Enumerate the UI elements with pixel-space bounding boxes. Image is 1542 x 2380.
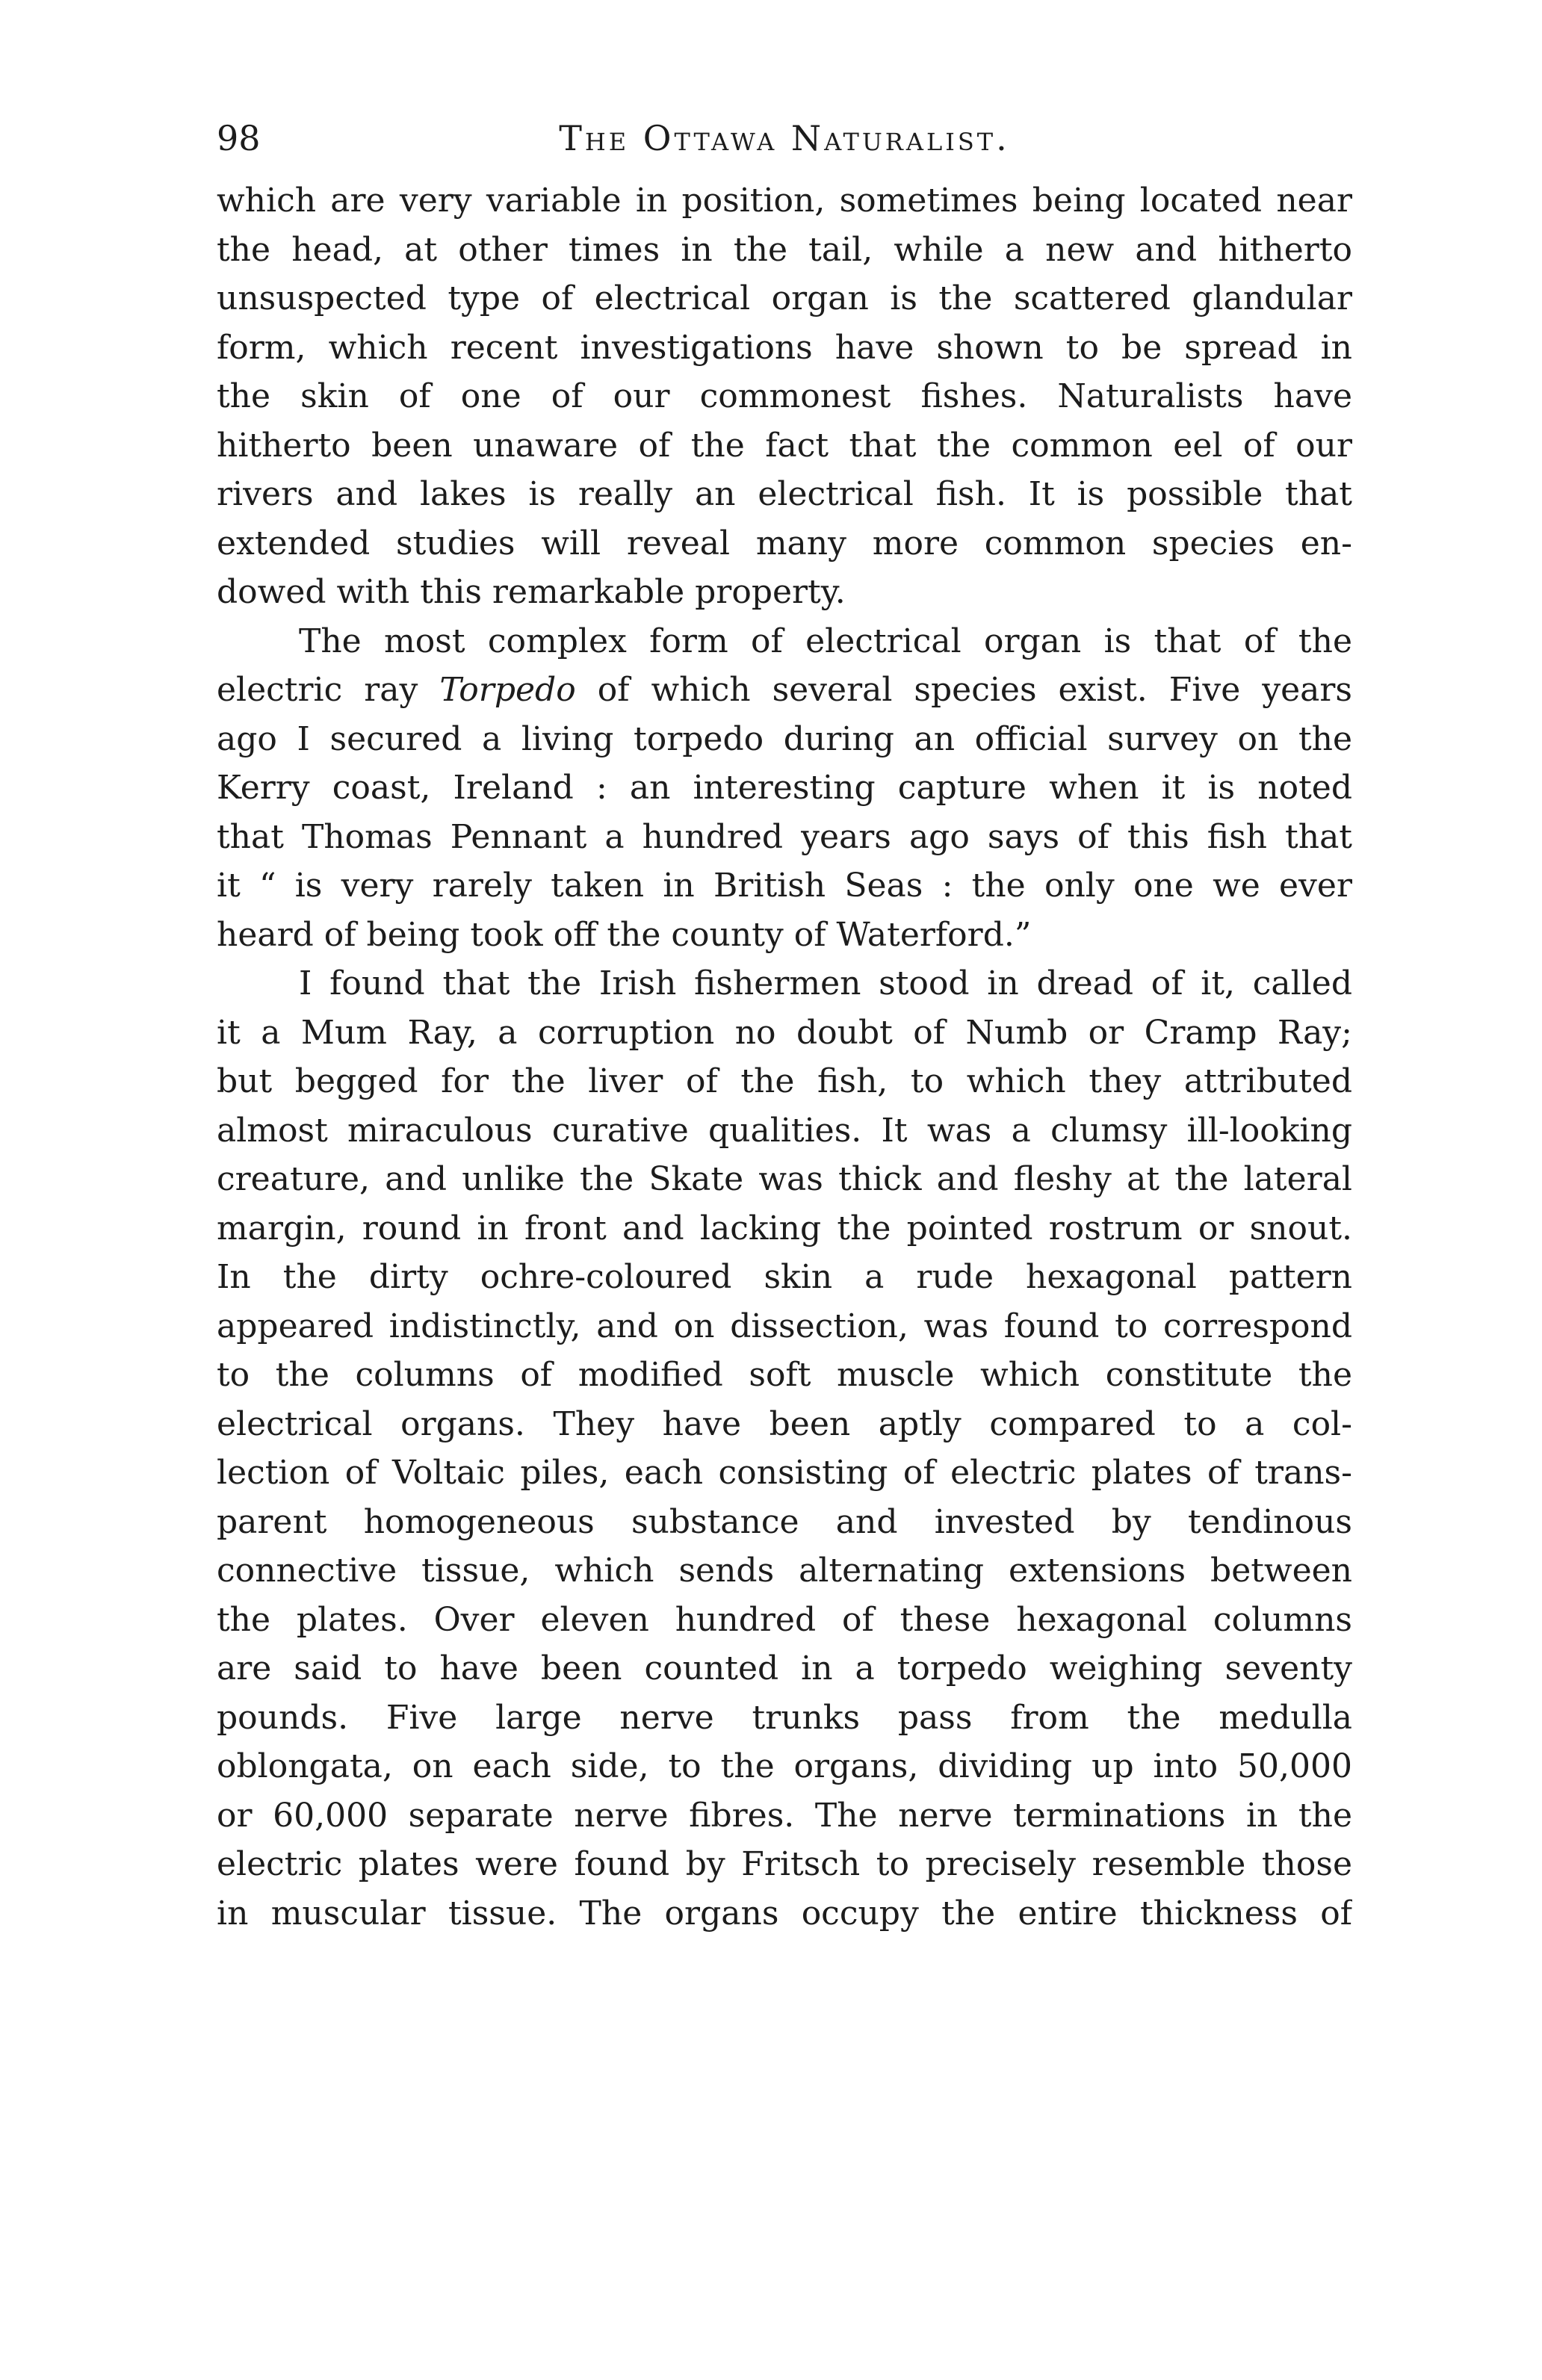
text-line: but begged for the liver of the fish, to which they attributed (217, 1062, 1352, 1100)
text-line: connective tissue, which sends alternating extensions between (217, 1552, 1352, 1590)
text-line: parent homogeneous substance and invested by tendinous (217, 1502, 1352, 1541)
text-line: it a Mum Ray, a corruption no doubt of Numb or Cramp Ray; (217, 1013, 1352, 1052)
text-line: margin, round in front and lacking the pointed rostrum or snout. (217, 1209, 1352, 1248)
text-line: electrical organs. They have been aptly compared to a col- (217, 1404, 1352, 1443)
text-line: in muscular tissue. The organs occupy the entire thickness of (217, 1894, 1352, 1933)
text-line: heard of being took off the county of Waterford.” (217, 915, 1032, 954)
text-line: unsuspected type of electrical organ is the scattered glandular (217, 279, 1352, 317)
body-text (217, 176, 1352, 1938)
text-line: pounds. Five large nerve trunks pass from the medulla (217, 1698, 1352, 1737)
text-line: almost miraculous curative qualities. It was a clumsy ill-looking (217, 1111, 1352, 1150)
text-line: to the columns of modified soft muscle which constitute the (217, 1356, 1352, 1394)
text-line: that Thomas Pennant a hundred years ago says of this fish that (217, 817, 1352, 856)
text-line: Kerry coast, Ireland : an interesting capture when it is noted (217, 769, 1352, 807)
text-line: lection of Voltaic piles, each consisting of electric plates of trans- (217, 1454, 1352, 1492)
italic-genus-name: Torpedo (439, 671, 576, 709)
journal-title: The Ottawa Naturalist. (559, 118, 1010, 158)
text-line: electric plates were found by Fritsch to precisely resemble those (217, 1845, 1352, 1883)
text-line: or 60,000 separate nerve fibres. The nerve terminations in the (217, 1796, 1352, 1835)
text-segment: electric ray (217, 671, 440, 709)
text-line: are said to have been counted in a torpedo weighing seventy (217, 1649, 1352, 1688)
text-line: rivers and lakes is really an electrical fish. It is possible that (217, 475, 1352, 513)
text-line: oblongata, on each side, to the organs, dividing up into 50,000 (217, 1747, 1352, 1785)
running-head (217, 112, 1352, 164)
text-line: I found that the Irish fishermen stood in dread of it, called (299, 964, 1352, 1002)
text-line: which are very variable in position, sometimes being located near (217, 182, 1352, 220)
text-line (217, 666, 1352, 715)
text-line: appeared indistinctly, and on dissection, was found to correspond (217, 1307, 1352, 1345)
text-line: the skin of one of our commonest fishes. Naturalists have (217, 377, 1352, 415)
text-line: form, which recent investigations have shown to be spread in (217, 328, 1352, 367)
text-line: ago I secured a living torpedo during an official survey on the (217, 719, 1352, 758)
text-line: hitherto been unaware of the fact that the common eel of our (217, 426, 1352, 465)
text-line: dowed with this remarkable property. (217, 573, 846, 611)
text-line: creature, and unlike the Skate was thick and fleshy at the lateral (217, 1160, 1352, 1198)
page-number: 98 (217, 118, 261, 158)
text-segment: of which several species exist. Five years (575, 671, 1352, 709)
text-line: it “ is very rarely taken in British Seas : the only one we ever (217, 867, 1352, 905)
text-line: the plates. Over eleven hundred of these hexagonal columns (217, 1600, 1352, 1639)
text-line: In the dirty ochre-coloured skin a rude hexagonal pattern (217, 1258, 1352, 1296)
text-line: the head, at other times in the tail, while a new and hitherto (217, 230, 1352, 269)
text-line: The most complex form of electrical organ is that of the (299, 622, 1352, 660)
text-line: extended studies will reveal many more common species en- (217, 524, 1352, 563)
